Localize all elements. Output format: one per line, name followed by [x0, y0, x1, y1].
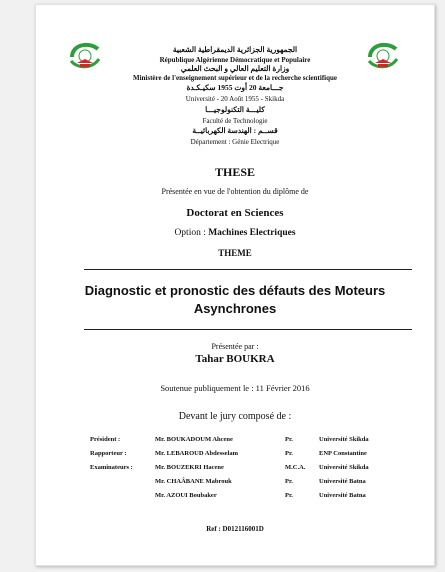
- jury-grade: Pr.: [285, 450, 293, 457]
- option-label: Option :: [174, 228, 209, 238]
- title-rule-bottom: [84, 329, 412, 330]
- arabic-faculty-name: كليـــة التكنولوجيـــا: [205, 105, 265, 114]
- theme-label: THEME: [218, 248, 252, 258]
- presented-for: Présentée en vue de l'obtention du diplôme de: [161, 187, 309, 196]
- jury-row: [36, 450, 434, 464]
- jury-university: Université Skikda: [319, 464, 369, 471]
- jury-university: Université Batna: [319, 478, 366, 485]
- jury-role: Rapporteur :: [90, 450, 127, 457]
- department-name: Département : Génie Electrique: [190, 138, 280, 146]
- arabic-ministry-name: وزارة التعليم العالي و البحث العلمي: [180, 64, 290, 73]
- defense-date: Soutenue publiquement le : 11 Février 2016: [160, 383, 310, 393]
- presented-by: Présentée par :: [211, 342, 259, 351]
- title-rule-top: [84, 269, 412, 270]
- jury-role: Président :: [90, 436, 121, 443]
- jury-heading: Devant le jury composé de :: [178, 411, 292, 422]
- document-type: THESE: [214, 165, 256, 179]
- jury-grade: Pr.: [285, 478, 293, 485]
- jury-university: Université Skikda: [319, 436, 369, 443]
- jury-row: [36, 464, 434, 478]
- jury-member-name: Mr. LEBAROUD Abdesselam: [155, 450, 239, 457]
- faculty-name: Faculté de Technologie: [202, 117, 268, 125]
- jury-row: [36, 478, 434, 492]
- arabic-republic-name: الجمهورية الجزائرية الديمقراطية الشعبية: [172, 45, 298, 54]
- arabic-university-name: جـــامعة 20 أوت 1955 سكيـكـدة: [186, 83, 284, 92]
- thesis-title: Diagnostic et pronostic des défauts des Moteurs Asynchrones: [84, 283, 386, 316]
- option-line: [36, 228, 434, 238]
- degree: Doctorat en Sciences: [186, 207, 284, 219]
- jury-university: Université Batna: [319, 492, 366, 499]
- option-value: Machines Electriques: [208, 228, 296, 238]
- jury-member-name: Mr. AZOUI Boubaker: [155, 492, 217, 499]
- thesis-cover-page: [35, 4, 435, 566]
- jury-member-name: Mr. BOUZEKRI Hacene: [155, 464, 224, 471]
- jury-role: Examinateurs :: [90, 464, 133, 471]
- reference-number: Ref : D012116001D: [206, 525, 264, 533]
- jury-grade: M.C.A.: [285, 464, 306, 471]
- jury-grade: Pr.: [285, 436, 293, 443]
- jury-grade: Pr.: [285, 492, 293, 499]
- arabic-department-name: قســم : الهندسة الكهربائيــة: [192, 126, 278, 135]
- jury-row: [36, 492, 434, 506]
- ministry-name: Ministère de l'enseignement supérieur et de la recherche scientifique: [132, 74, 337, 82]
- university-name: Université - 20 Août 1955 - Skikda: [185, 95, 285, 103]
- jury-row: [36, 436, 434, 450]
- author-name: Tahar BOUKRA: [195, 353, 275, 365]
- jury-member-name: Mr. BOUKADOUM Ahcene: [155, 436, 233, 443]
- jury-member-name: Mr. CHAÂBANE Mabrouk: [155, 478, 232, 485]
- republic-name: République Algérienne Démocratique et Populaire: [159, 56, 311, 64]
- jury-university: ENP Constantine: [319, 450, 367, 457]
